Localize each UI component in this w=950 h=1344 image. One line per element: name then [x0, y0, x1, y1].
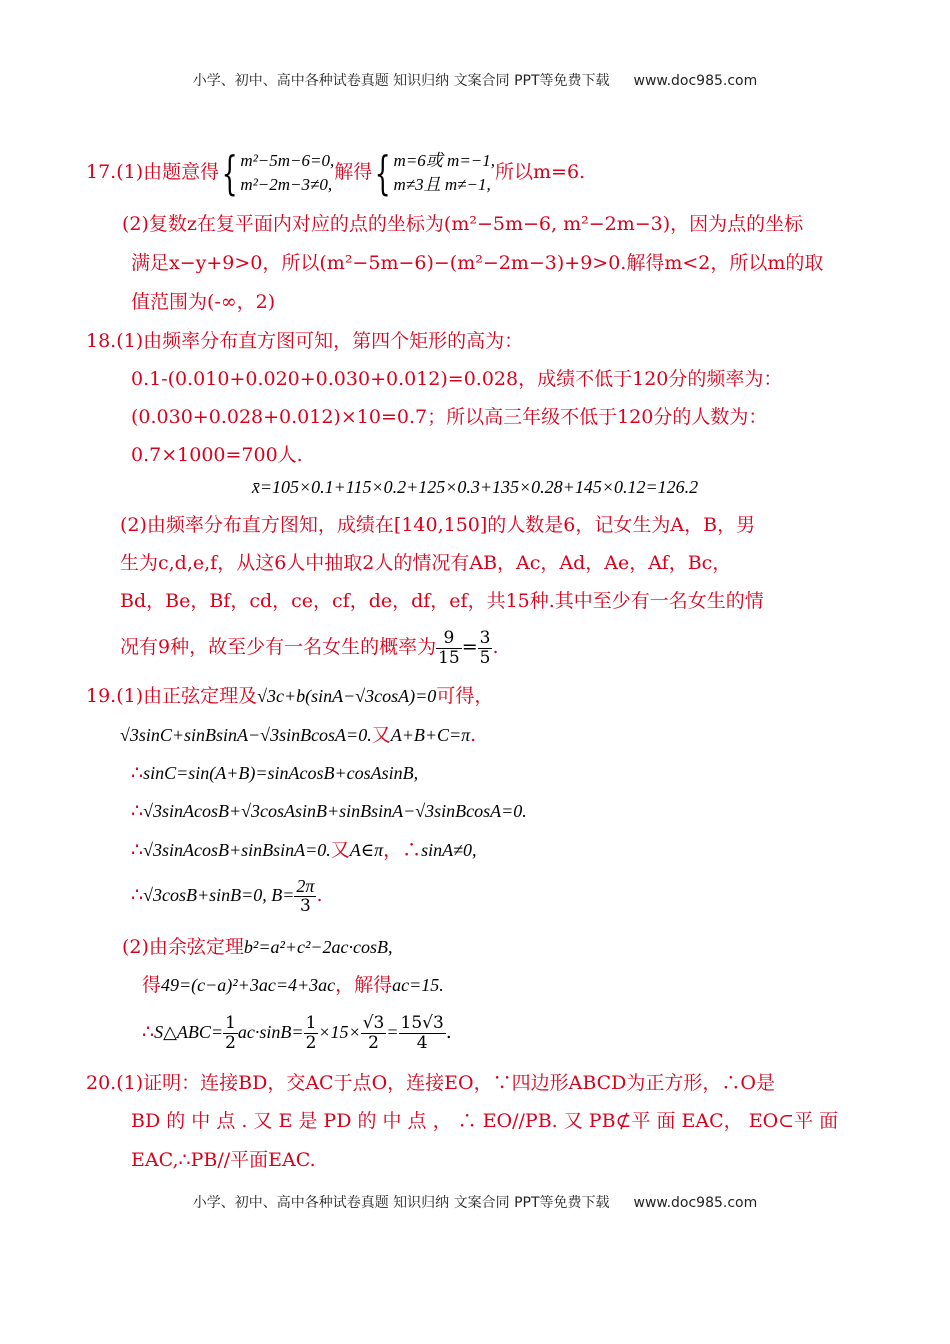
- fraction: [436, 629, 462, 668]
- q19-l8-formula: 49=(c−a)²+3ac=4+3ac: [161, 975, 336, 995]
- left-brace-icon: {: [221, 146, 238, 200]
- fraction: [304, 1014, 319, 1053]
- denominator: 2: [368, 1032, 379, 1053]
- numerator: 2π: [296, 875, 315, 896]
- q17-part1: [86, 146, 586, 200]
- fraction: [223, 1014, 238, 1053]
- q19-l1-formula: √3c+b(sinA−√3cosA)=0: [257, 686, 437, 706]
- q18-l1-text: (1)由频率分布直方图可知，第四个矩形的高为：: [116, 330, 524, 352]
- equals: =: [386, 1022, 399, 1042]
- q20-l1-text: (1)证明：连接BD，交AC于点O，连接EO，∵四边形ABCD为正方形，∴O是: [116, 1072, 775, 1094]
- system-row: m²−5m−6=0,: [240, 151, 335, 170]
- period: .: [316, 884, 323, 906]
- q17-mid: 解得: [334, 161, 373, 183]
- q19-number: 19.: [86, 685, 117, 707]
- numerator: 3: [479, 627, 491, 648]
- system-row: m²−2m−3≠0,: [240, 175, 333, 194]
- header-text: 小学、初中、高中各种试卷真题 知识归纳 文案合同 PPT等免费下载: [192, 73, 610, 89]
- q19-l2-angle-sum: A+B+C=π: [390, 725, 471, 745]
- page-header: [0, 70, 950, 90]
- q19-l6-formula: √3cosB+sinB=0, B=: [143, 885, 295, 905]
- q17-number: 17.: [86, 161, 117, 183]
- period: .: [445, 1021, 452, 1043]
- therefore-icon: ∴: [142, 1021, 155, 1043]
- fraction: [399, 1014, 446, 1053]
- therefore-icon: ∴: [131, 839, 144, 861]
- denominator: 5: [479, 647, 491, 668]
- q18-number: 18.: [86, 330, 117, 352]
- therefore-icon: ∴: [131, 762, 144, 784]
- fraction: [294, 877, 316, 916]
- therefore-icon: ∴: [131, 800, 144, 822]
- numerator: 9: [436, 629, 462, 649]
- q17-p1-prefix: (1)由题意得: [116, 161, 220, 183]
- denominator: 4: [416, 1032, 428, 1053]
- numerator: 1: [305, 1012, 317, 1033]
- footer-text: 小学、初中、高中各种试卷真题 知识归纳 文案合同 PPT等免费下载: [192, 1195, 610, 1211]
- q20-line1: [86, 1070, 775, 1096]
- q19-line1: [86, 683, 493, 709]
- denominator: 2: [225, 1032, 236, 1053]
- fraction: [478, 629, 493, 668]
- q19-l5b: 又: [330, 839, 350, 861]
- q19-line5: [131, 837, 477, 863]
- q19-line9: [142, 1006, 452, 1058]
- fraction: [361, 1014, 387, 1053]
- denominator: 3: [300, 895, 311, 916]
- q19-line4: [131, 798, 527, 824]
- q19-line8: [142, 972, 444, 998]
- q19-l8a: 得: [142, 974, 162, 996]
- footer-url[interactable]: www.doc985.com: [633, 1195, 758, 1211]
- q19-line6: [131, 872, 322, 918]
- q20-line3: EAC,∴PB//平面EAC.: [131, 1149, 316, 1171]
- numerator: 15√3: [400, 1012, 444, 1033]
- system-row: m≠3且 m≠−1,: [393, 175, 491, 194]
- denominator: 2: [305, 1032, 317, 1053]
- denominator: 15: [438, 647, 460, 668]
- q18-line5: (2)由频率分布直方图知，成绩在[140,150]的人数是6，记女生为A，B，男: [120, 514, 756, 536]
- page-footer: [0, 1192, 950, 1212]
- q18-mean-formula: x̄=105×0.1+115×0.2+125×0.3+135×0.28+145×0.12=126.2: [251, 477, 699, 497]
- q19-line7: [122, 934, 393, 960]
- numerator: 1: [225, 1012, 236, 1033]
- q19-l9c: ×15×: [318, 1022, 361, 1042]
- q19-l2b: 又: [371, 724, 391, 746]
- q18-line8: [120, 624, 499, 670]
- q18-line3: (0.030+0.028+0.012)×10=0.7；所以高三年级不低于120分的人数为：: [131, 406, 768, 428]
- q17-system-1: [240, 149, 334, 197]
- q19-l4-formula: √3sinAcosB+√3cosAsinB+sinBsinA−√3sinBcosA=0.: [143, 801, 527, 821]
- q19-l7a: (2)由余弦定理: [122, 936, 244, 958]
- q19-l8c: ，解得: [335, 974, 393, 996]
- q18-line7: Bd，Be，Bf，cd，ce，cf，de，df，ef，共15种.其中至少有一名女生的情: [120, 590, 764, 612]
- q18-line2: 0.1-(0.010+0.020+0.030+0.012)=0.028，成绩不低于120分的频率为：: [131, 368, 783, 390]
- q17-p2-line2: 满足x−y+9>0，所以(m²−5m−6)−(m²−2m−3)+9>0.解得m<2，所以m的取: [131, 252, 824, 274]
- q19-l5c: A∈π: [349, 840, 384, 860]
- therefore-icon: ∴: [131, 884, 144, 906]
- q19-l7-formula: b²=a²+c²−2ac·cosB,: [243, 937, 393, 957]
- q18-line6: 生为c,d,e,f，从这6人中抽取2人的情况有AB，Ac，Ad，Ae，Af，Bc，: [120, 552, 732, 574]
- q19-l8d: ac=15.: [392, 975, 444, 995]
- q18-l8-text: 况有9种，故至少有一名女生的概率为: [120, 636, 437, 658]
- q17-p2-line3: 值范围为(-∞，2): [131, 291, 276, 313]
- q19-l5e: sinA≠0,: [421, 840, 477, 860]
- q18-line4: 0.7×1000=700人.: [131, 444, 303, 466]
- system-row: m=6或 m=−1,: [393, 151, 496, 170]
- q19-area-label: S△ABC=: [154, 1022, 224, 1042]
- period: .: [492, 636, 499, 658]
- q19-line3: [131, 760, 418, 786]
- q19-line2: [120, 722, 476, 748]
- q19-l1c: 可得，: [436, 685, 494, 707]
- q20-number: 20.: [86, 1072, 117, 1094]
- q17-conclusion: 所以m=6.: [495, 161, 586, 183]
- numerator: √3: [362, 1012, 385, 1033]
- header-url[interactable]: www.doc985.com: [633, 73, 758, 89]
- equals: =: [461, 636, 478, 658]
- q19-l5d: ，∴: [383, 839, 422, 861]
- q19-l5-formula: √3sinAcosB+sinBsinA=0.: [143, 840, 331, 860]
- q20-line2: BD 的 中 点 . 又 E 是 PD 的 中 点 ， ∴ EO//PB. 又 PB⊄平 面 EAC， EO⊂平 面: [131, 1110, 839, 1132]
- period: .: [470, 724, 477, 746]
- q19-l3-formula: sinC=sin(A+B)=sinAcosB+cosAsinB,: [143, 763, 419, 783]
- q19-l9b: ac·sinB=: [237, 1022, 304, 1042]
- q19-l1a: (1)由正弦定理及: [116, 685, 258, 707]
- q18-line1: [86, 328, 523, 354]
- left-brace-icon: {: [374, 146, 391, 200]
- q17-system-2: [394, 149, 495, 197]
- q17-p2-line1: (2)复数z在复平面内对应的点的坐标为(m²−5m−6, m²−2m−3)，因为点的坐标: [122, 213, 804, 235]
- q19-l2-formula: √3sinC+sinBsinA−√3sinBcosA=0.: [120, 725, 372, 745]
